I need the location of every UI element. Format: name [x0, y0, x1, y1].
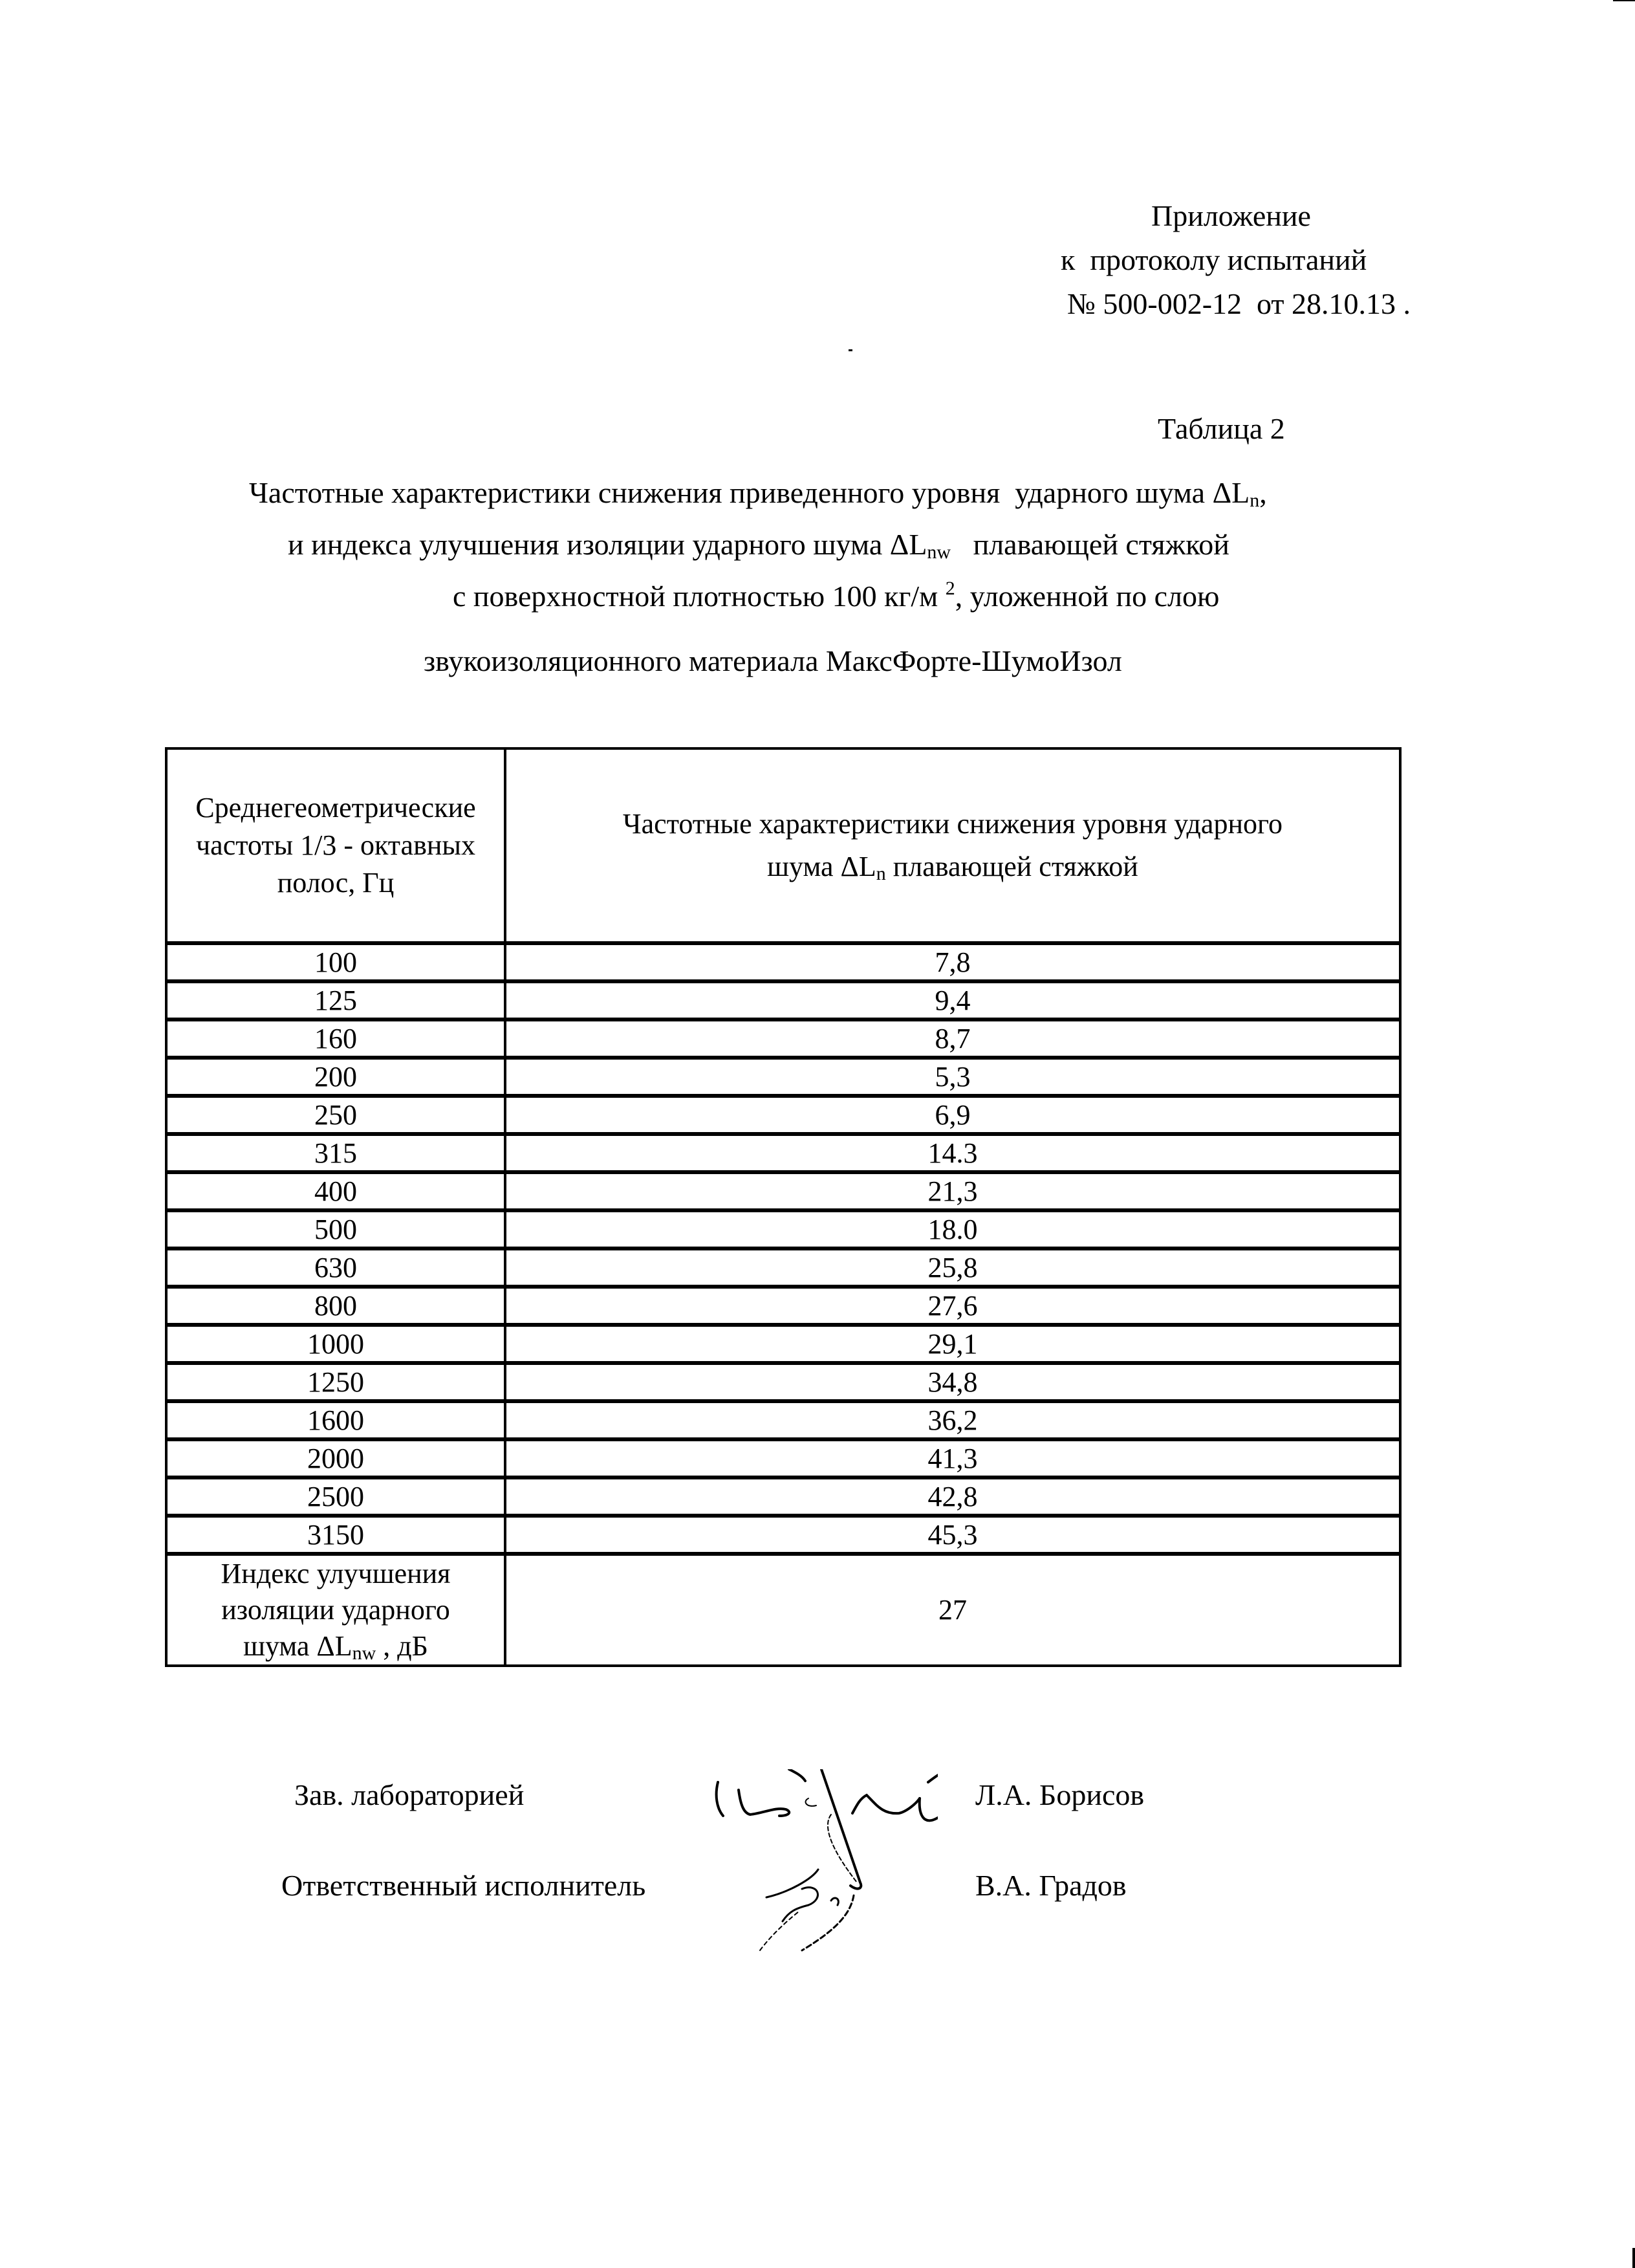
title-line-2-tail: плавающей стяжкой — [951, 528, 1229, 561]
signature-name-executor: В.А. Градов — [975, 1869, 1127, 1902]
frequency-cell: 800 — [166, 1287, 505, 1325]
title-line-1-text: Частотные характеристики снижения приведенного уровня ударного шума ΔL — [249, 476, 1250, 509]
frequency-table — [165, 747, 1402, 1667]
frequency-cell: 400 — [166, 1172, 505, 1210]
table-row — [166, 1248, 1400, 1287]
table-row — [166, 1020, 1400, 1058]
header-frequency-line: полос, Гц — [277, 867, 395, 899]
reduction-value-cell: 36,2 — [505, 1401, 1400, 1439]
scan-artifact — [1632, 2248, 1635, 2268]
index-label-text: шума ΔL — [243, 1630, 352, 1662]
table-row — [166, 1477, 1400, 1516]
reduction-value-cell: 25,8 — [505, 1248, 1400, 1287]
signature-role-lab-head: Зав. лабораторией — [294, 1778, 525, 1811]
title-line-3-text: с поверхностной плотностью 100 кг/м — [453, 580, 946, 613]
title-line-3-tail: , уложенной по слою — [955, 580, 1220, 613]
reduction-value-cell: 21,3 — [505, 1172, 1400, 1210]
frequency-cell: 200 — [166, 1058, 505, 1096]
table-row — [166, 1363, 1400, 1401]
reduction-value-cell: 34,8 — [505, 1363, 1400, 1401]
header-characteristics-line: Частотные характеристики снижения уровня ударного — [623, 808, 1283, 840]
reduction-value-cell: 8,7 — [505, 1020, 1400, 1058]
reduction-value-cell: 9,4 — [505, 981, 1400, 1020]
table-row — [166, 1210, 1400, 1248]
table-header-row — [166, 748, 1400, 943]
index-label — [166, 1554, 505, 1666]
scan-artifact — [849, 349, 852, 351]
frequency-cell: 2000 — [166, 1439, 505, 1477]
reduction-value-cell: 29,1 — [505, 1325, 1400, 1363]
frequency-cell: 1000 — [166, 1325, 505, 1363]
frequency-cell: 125 — [166, 981, 505, 1020]
title-line-1 — [249, 467, 1267, 519]
index-label-line: Индекс улучшения — [221, 1558, 451, 1589]
frequency-cell: 1600 — [166, 1401, 505, 1439]
subscript: nw — [927, 541, 951, 563]
reduction-value-cell: 14.3 — [505, 1134, 1400, 1172]
table-row — [166, 1134, 1400, 1172]
table-row — [166, 1516, 1400, 1554]
reduction-value-cell: 6,9 — [505, 1096, 1400, 1134]
header-characteristics — [505, 748, 1400, 943]
signature-role-executor: Ответственный исполнитель — [281, 1869, 646, 1902]
table-row — [166, 981, 1400, 1020]
title-line-2 — [288, 519, 1229, 571]
reduction-value-cell: 42,8 — [505, 1477, 1400, 1516]
index-label-line: изоляции ударного — [221, 1594, 450, 1626]
signature-name-lab-head: Л.А. Борисов — [975, 1778, 1145, 1811]
frequency-cell: 100 — [166, 943, 505, 981]
table-row — [166, 1287, 1400, 1325]
handwritten-signature-icon — [705, 1769, 938, 1970]
header-frequency-line: частоты 1/3 - октавных — [196, 829, 475, 861]
frequency-cell: 630 — [166, 1248, 505, 1287]
table-row — [166, 1172, 1400, 1210]
index-row — [166, 1554, 1400, 1666]
subscript: n — [876, 863, 886, 884]
reduction-value-cell: 45,3 — [505, 1516, 1400, 1554]
header-frequency — [166, 748, 505, 943]
table-row — [166, 943, 1400, 981]
frequency-cell: 3150 — [166, 1516, 505, 1554]
title-line-2-text: и индекса улучшения изоляции ударного шума ΔL — [288, 528, 927, 561]
table-row — [166, 1401, 1400, 1439]
frequency-cell: 250 — [166, 1096, 505, 1134]
appendix-protocol-ref: к протоколу испытаний — [1061, 243, 1367, 276]
header-frequency-line: Среднегеометрические — [195, 792, 476, 823]
table-row — [166, 1096, 1400, 1134]
frequency-cell: 2500 — [166, 1477, 505, 1516]
header-characteristics-line — [506, 845, 1399, 888]
header-text: плавающей стяжкой — [885, 851, 1138, 882]
header-text: шума ΔL — [767, 851, 876, 882]
index-label-line — [168, 1628, 504, 1664]
table-row — [166, 1325, 1400, 1363]
appendix-title: Приложение — [1151, 199, 1311, 232]
appendix-protocol-number: № 500-002-12 от 28.10.13 . — [1067, 287, 1411, 320]
frequency-cell: 500 — [166, 1210, 505, 1248]
reduction-value-cell: 5,3 — [505, 1058, 1400, 1096]
reduction-value-cell: 18.0 — [505, 1210, 1400, 1248]
appendix-header — [1061, 194, 1513, 326]
title-line-3 — [453, 571, 1219, 622]
title-line-1-tail: , — [1259, 476, 1267, 509]
table-row — [166, 1058, 1400, 1096]
index-label-text: , дБ — [376, 1630, 428, 1662]
frequency-cell: 1250 — [166, 1363, 505, 1401]
index-value: 27 — [505, 1554, 1400, 1666]
table-row — [166, 1439, 1400, 1477]
subscript: nw — [352, 1642, 376, 1664]
frequency-cell: 160 — [166, 1020, 505, 1058]
reduction-value-cell: 27,6 — [505, 1287, 1400, 1325]
title-line-4: звукоизоляционного материала МаксФорте-ШумоИзол — [424, 644, 1122, 677]
scan-artifact — [1613, 0, 1635, 1]
table-number: Таблица 2 — [1158, 412, 1285, 445]
reduction-value-cell: 41,3 — [505, 1439, 1400, 1477]
reduction-value-cell: 7,8 — [505, 943, 1400, 981]
superscript: 2 — [945, 578, 955, 599]
subscript: n — [1250, 490, 1260, 511]
frequency-cell: 315 — [166, 1134, 505, 1172]
